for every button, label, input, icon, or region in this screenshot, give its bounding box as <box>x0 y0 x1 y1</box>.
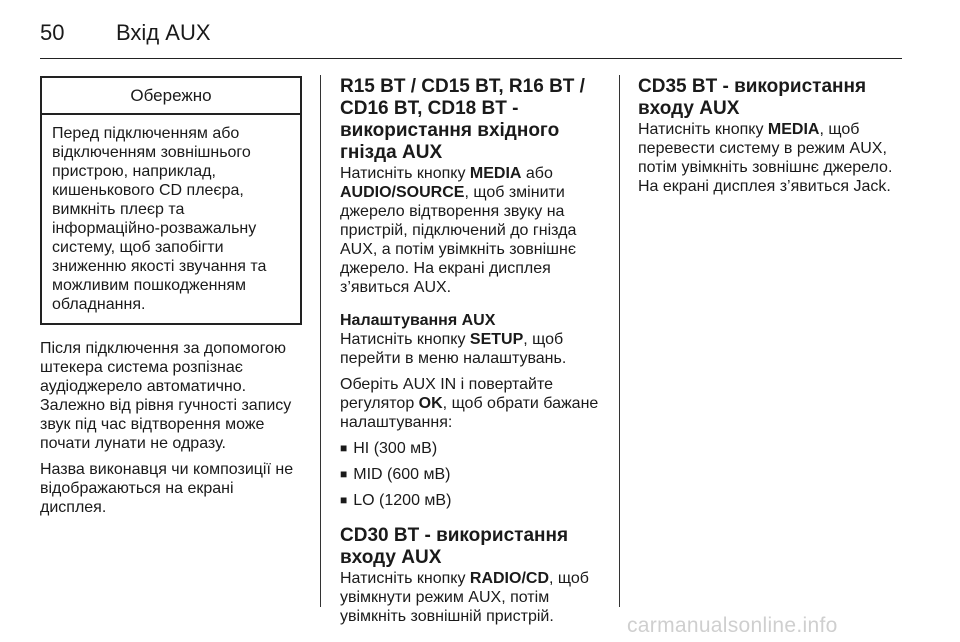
column-divider-2 <box>619 75 620 607</box>
list-item: ■ HI (300 мВ) <box>340 439 602 459</box>
section-heading-cd30: CD30 BT - використання входу AUX <box>340 525 569 568</box>
column-divider-1 <box>320 75 321 607</box>
right-column <box>638 76 902 203</box>
list-item: ■ LO (1200 мВ) <box>340 491 602 511</box>
middle-column <box>340 76 602 633</box>
media-key-label: MEDIA <box>767 121 820 138</box>
setup-key-label: SETUP <box>469 331 524 348</box>
list-item: ■ MID (600 мВ) <box>340 465 602 485</box>
subheading-aux-settings: Налаштування AUX <box>340 312 496 329</box>
left-para-2: Назва виконавця чи композиції не відображаються на екрані дисплея. <box>40 461 294 516</box>
right-para-1: Натисніть кнопку MEDIA, щоб перевести систему в режим AUX, потім увімкніть зовнішнє джерело. На екрані дисплея з’явиться Jack. <box>638 121 893 195</box>
watermark: carmanualsonline.info <box>627 614 838 637</box>
ok-key-label: OK <box>418 395 443 412</box>
caution-box <box>40 76 302 325</box>
left-column <box>40 76 302 524</box>
audio-source-key-label: AUDIO/SOURCE <box>340 184 465 201</box>
caution-title: Обережно <box>42 78 300 115</box>
header-rule <box>40 58 902 59</box>
left-para-1: Після підключення за допомогою штекера система розпізнає аудіоджерело автоматично. Залежно від рівня гучності запису звук під час відтворення може почати лунати не одразу. <box>40 340 292 452</box>
page-number: 50 <box>40 20 65 45</box>
caution-text: Перед підключенням або відключенням зовнішнього пристрою, наприклад, кишенькового CD плеєра, вимкніть плеєр та інформаційно-розважальну систему, щоб запобігти зниженню якості звучання та можливим пошкодженням обладнання. <box>52 125 267 313</box>
page-title: Вхід AUX <box>116 20 211 45</box>
section-heading-r15: R15 BT / CD15 BT, R16 BT / CD16 BT, CD18 BT - використання вхідного гнізда AUX <box>340 76 585 163</box>
middle-para-1: Натисніть кнопку MEDIA або AUDIO/SOURCE, щоб змінити джерело відтворення звуку на пристрій, підключений до гнізда AUX, а потім увімкніть зовнішнє джерело. На екрані дисплея з’явиться AUX. <box>340 165 577 296</box>
middle-para-2: Натисніть кнопку SETUP, щоб перейти в меню налаштувань. <box>340 331 567 367</box>
radio-cd-key-label: RADIO/CD <box>469 570 549 587</box>
section-heading-cd35: CD35 BT - використання входу AUX <box>638 76 867 119</box>
middle-para-4: Натисніть кнопку RADIO/CD, щоб увімкнути режим AUX, потім увімкніть зовнішній пристрій. <box>340 570 589 625</box>
sensitivity-options-list <box>340 439 602 511</box>
middle-para-3: Оберіть AUX IN і повертайте регулятор OK, щоб обрати бажане налаштування: <box>340 376 599 431</box>
media-key-label: MEDIA <box>469 165 522 182</box>
